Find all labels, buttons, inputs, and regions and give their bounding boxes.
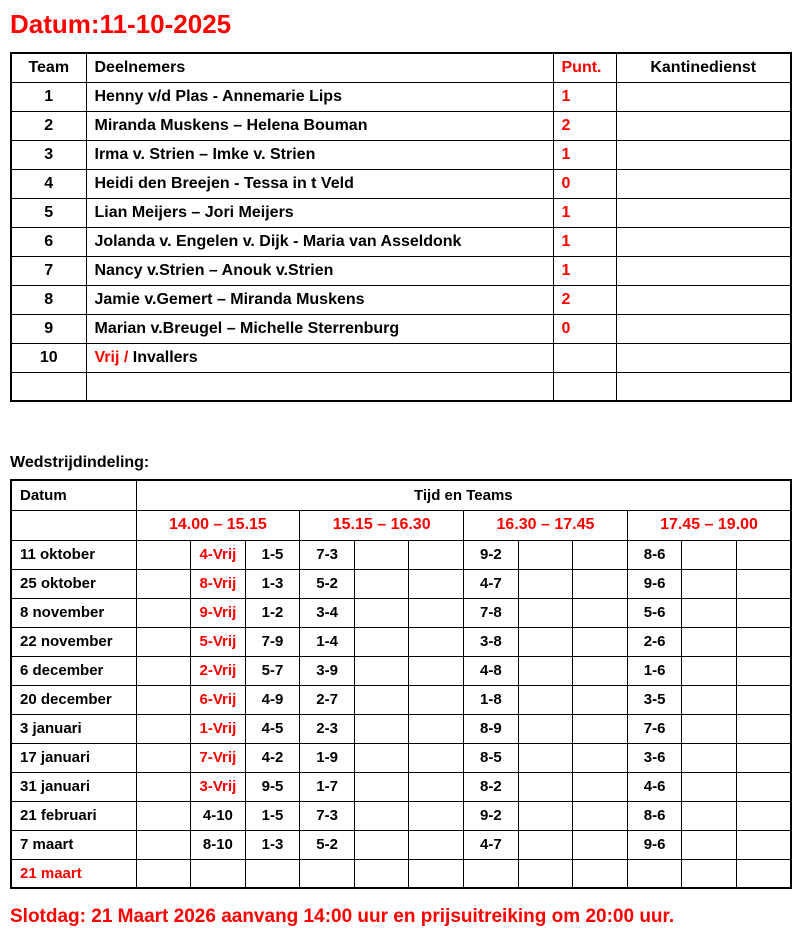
schedule-row	[11, 569, 791, 598]
match-cell	[737, 801, 792, 830]
match-cell: 8-9	[464, 714, 519, 743]
match-cell: 5-6	[627, 598, 682, 627]
match-cell	[409, 656, 464, 685]
match-cell	[737, 859, 792, 888]
team-punt: 2	[553, 111, 616, 140]
schedule-row	[11, 801, 791, 830]
team-row	[11, 256, 791, 285]
match-cell	[518, 598, 573, 627]
team-number	[11, 372, 86, 401]
team-number: 1	[11, 82, 86, 111]
match-cell	[682, 772, 737, 801]
match-cell: 3-9	[300, 656, 355, 685]
match-cell	[300, 859, 355, 888]
match-cell: 2-6	[627, 627, 682, 656]
match-cell	[682, 627, 737, 656]
schedule-row	[11, 627, 791, 656]
match-cell	[136, 801, 191, 830]
team-number: 3	[11, 140, 86, 169]
team-deelnemers: Jamie v.Gemert – Miranda Muskens	[86, 285, 553, 314]
schedule-date: 22 november	[11, 627, 136, 656]
match-cell	[737, 627, 792, 656]
vrij-cell: 4-Vrij	[191, 540, 246, 569]
team-deelnemers: Nancy v.Strien – Anouk v.Strien	[86, 256, 553, 285]
team-kantinedienst	[616, 372, 791, 401]
match-cell	[354, 830, 409, 859]
team-kantinedienst	[616, 140, 791, 169]
schedule-table-body	[11, 540, 791, 888]
match-cell	[518, 714, 573, 743]
match-cell	[682, 801, 737, 830]
match-cell	[136, 685, 191, 714]
schedule-date: 20 december	[11, 685, 136, 714]
match-cell: 4-2	[245, 743, 300, 772]
match-cell	[136, 598, 191, 627]
team-punt: 1	[553, 256, 616, 285]
match-cell	[354, 627, 409, 656]
match-cell: 2-7	[300, 685, 355, 714]
column-header-punt: Punt.	[553, 53, 616, 82]
match-cell	[682, 714, 737, 743]
match-cell	[573, 714, 628, 743]
team-row	[11, 372, 791, 401]
match-cell	[409, 540, 464, 569]
match-cell	[136, 772, 191, 801]
team-row	[11, 169, 791, 198]
match-cell: 1-3	[245, 569, 300, 598]
teams-table-body	[11, 82, 791, 401]
match-cell: 8-6	[627, 801, 682, 830]
match-cell	[518, 743, 573, 772]
vrij-cell: 2-Vrij	[191, 656, 246, 685]
match-cell	[354, 656, 409, 685]
match-cell	[682, 540, 737, 569]
match-cell: 7-3	[300, 801, 355, 830]
match-cell	[518, 830, 573, 859]
match-cell	[354, 598, 409, 627]
match-cell	[518, 801, 573, 830]
match-cell: 8-5	[464, 743, 519, 772]
match-cell	[354, 859, 409, 888]
team-punt: 2	[553, 285, 616, 314]
match-cell: 3-5	[627, 685, 682, 714]
team-deelnemers	[86, 372, 553, 401]
vrij-cell: 1-Vrij	[191, 714, 246, 743]
match-cell	[354, 772, 409, 801]
vrij-cell: 3-Vrij	[191, 772, 246, 801]
team-number: 5	[11, 198, 86, 227]
schedule-date: 11 oktober	[11, 540, 136, 569]
match-cell	[737, 772, 792, 801]
match-cell	[737, 830, 792, 859]
schedule-header-tijd-en-teams: Tijd en Teams	[136, 480, 791, 510]
team-row	[11, 314, 791, 343]
match-cell	[136, 540, 191, 569]
match-cell	[518, 859, 573, 888]
vrij-cell: 8-Vrij	[191, 569, 246, 598]
team-row	[11, 227, 791, 256]
match-cell	[409, 714, 464, 743]
match-cell	[354, 569, 409, 598]
team-kantinedienst	[616, 256, 791, 285]
match-cell: 4-8	[464, 656, 519, 685]
schedule-row	[11, 598, 791, 627]
match-cell: 9-2	[464, 540, 519, 569]
schedule-row	[11, 772, 791, 801]
match-cell	[409, 772, 464, 801]
team-row	[11, 198, 791, 227]
schedule-row	[11, 859, 791, 888]
match-cell	[682, 656, 737, 685]
match-cell	[409, 685, 464, 714]
match-cell: 4-5	[245, 714, 300, 743]
section-label-wedstrijdindeling: Wedstrijdindeling:	[10, 454, 150, 471]
match-cell	[573, 540, 628, 569]
match-cell	[136, 627, 191, 656]
team-deelnemers: Lian Meijers – Jori Meijers	[86, 198, 553, 227]
match-cell	[682, 569, 737, 598]
match-cell	[573, 627, 628, 656]
match-cell	[136, 743, 191, 772]
match-cell	[518, 685, 573, 714]
schedule-date: 8 november	[11, 598, 136, 627]
match-cell: 8-6	[627, 540, 682, 569]
match-cell	[682, 685, 737, 714]
schedule-date: 25 oktober	[11, 569, 136, 598]
match-cell	[573, 569, 628, 598]
match-cell: 1-3	[245, 830, 300, 859]
schedule-row	[11, 685, 791, 714]
match-cell	[737, 685, 792, 714]
match-cell: 5-2	[300, 569, 355, 598]
match-cell	[682, 830, 737, 859]
match-cell: 1-5	[245, 540, 300, 569]
team-deelnemers: Miranda Muskens – Helena Bouman	[86, 111, 553, 140]
match-cell	[573, 685, 628, 714]
vrij-label: Vrij /	[94, 348, 133, 366]
schedule-row	[11, 540, 791, 569]
vrij-cell: 6-Vrij	[191, 685, 246, 714]
vrij-cell: 7-Vrij	[191, 743, 246, 772]
match-cell	[409, 801, 464, 830]
match-cell: 1-5	[245, 801, 300, 830]
match-cell	[409, 743, 464, 772]
team-row	[11, 82, 791, 111]
match-cell: 9-6	[627, 569, 682, 598]
schedule-row	[11, 714, 791, 743]
column-header-deelnemers: Deelnemers	[86, 53, 553, 82]
match-cell	[682, 598, 737, 627]
schedule-row	[11, 743, 791, 772]
match-cell: 1-6	[627, 656, 682, 685]
match-cell	[409, 627, 464, 656]
match-cell: 4-10	[191, 801, 246, 830]
match-cell: 8-10	[191, 830, 246, 859]
time-slot-4: 17.45 – 19.00	[627, 510, 791, 540]
schedule-row	[11, 830, 791, 859]
match-cell	[573, 656, 628, 685]
team-punt: 1	[553, 227, 616, 256]
column-header-team: Team	[11, 53, 86, 82]
team-deelnemers: Heidi den Breejen - Tessa in t Veld	[86, 169, 553, 198]
team-kantinedienst	[616, 285, 791, 314]
vrij-cell: 5-Vrij	[191, 627, 246, 656]
vrij-cell: 9-Vrij	[191, 598, 246, 627]
match-cell: 9-2	[464, 801, 519, 830]
match-cell	[573, 830, 628, 859]
schedule-date: 3 januari	[11, 714, 136, 743]
team-kantinedienst	[616, 82, 791, 111]
schedule-header-row	[11, 480, 791, 510]
schedule-date: 21 maart	[11, 859, 136, 888]
match-cell	[354, 801, 409, 830]
match-cell: 3-8	[464, 627, 519, 656]
match-cell	[518, 627, 573, 656]
match-cell: 7-9	[245, 627, 300, 656]
team-kantinedienst	[616, 227, 791, 256]
team-number: 10	[11, 343, 86, 372]
match-cell	[573, 743, 628, 772]
match-cell	[409, 598, 464, 627]
match-cell	[737, 714, 792, 743]
team-punt	[553, 343, 616, 372]
match-cell: 1-2	[245, 598, 300, 627]
team-row	[11, 140, 791, 169]
match-cell	[409, 830, 464, 859]
match-cell: 7-6	[627, 714, 682, 743]
match-cell	[354, 540, 409, 569]
time-slot-row	[11, 510, 791, 540]
match-cell	[191, 859, 246, 888]
match-cell	[737, 598, 792, 627]
team-kantinedienst	[616, 198, 791, 227]
team-deelnemers: Irma v. Strien – Imke v. Strien	[86, 140, 553, 169]
match-cell	[518, 772, 573, 801]
team-row	[11, 111, 791, 140]
match-cell: 4-7	[464, 830, 519, 859]
match-cell	[573, 772, 628, 801]
match-cell	[136, 714, 191, 743]
match-cell: 3-6	[627, 743, 682, 772]
match-cell: 7-3	[300, 540, 355, 569]
team-kantinedienst	[616, 314, 791, 343]
time-slot-spacer-cell	[11, 510, 136, 540]
team-number: 7	[11, 256, 86, 285]
match-cell: 4-9	[245, 685, 300, 714]
team-punt: 0	[553, 169, 616, 198]
team-kantinedienst	[616, 169, 791, 198]
schedule-date: 7 maart	[11, 830, 136, 859]
team-deelnemers: Marian v.Breugel – Michelle Sterrenburg	[86, 314, 553, 343]
match-cell: 8-2	[464, 772, 519, 801]
match-cell	[518, 540, 573, 569]
match-cell	[354, 685, 409, 714]
match-cell	[737, 569, 792, 598]
column-header-kantinedienst: Kantinedienst	[616, 53, 791, 82]
match-cell	[136, 569, 191, 598]
match-cell: 4-7	[464, 569, 519, 598]
team-deelnemers: Jolanda v. Engelen v. Dijk - Maria van Asseldonk	[86, 227, 553, 256]
match-cell	[409, 569, 464, 598]
match-cell: 5-2	[300, 830, 355, 859]
team-punt	[553, 372, 616, 401]
team-punt: 1	[553, 82, 616, 111]
match-cell	[518, 569, 573, 598]
schedule-date: 21 februari	[11, 801, 136, 830]
match-cell: 1-7	[300, 772, 355, 801]
team-punt: 1	[553, 140, 616, 169]
team-number: 9	[11, 314, 86, 343]
match-cell	[573, 801, 628, 830]
match-cell	[627, 859, 682, 888]
match-cell	[409, 859, 464, 888]
invallers-label: Invallers	[132, 348, 198, 366]
page-title: Datum:11-10-2025	[10, 9, 232, 39]
team-deelnemers: Henny v/d Plas - Annemarie Lips	[86, 82, 553, 111]
match-cell: 9-5	[245, 772, 300, 801]
match-cell	[464, 859, 519, 888]
time-slot-2: 15.15 – 16.30	[300, 510, 464, 540]
closing-note: Slotdag: 21 Maart 2026 aanvang 14:00 uur en prijsuitreiking om 20:00 uur.	[10, 906, 675, 927]
schedule-header-datum: Datum	[11, 480, 136, 510]
schedule-row	[11, 656, 791, 685]
match-cell	[136, 830, 191, 859]
schedule-table	[10, 479, 792, 889]
team-row	[11, 285, 791, 314]
match-cell: 4-6	[627, 772, 682, 801]
schedule-date: 17 januari	[11, 743, 136, 772]
team-row	[11, 343, 791, 372]
match-cell: 1-8	[464, 685, 519, 714]
match-cell	[573, 859, 628, 888]
match-cell	[737, 540, 792, 569]
match-cell	[682, 859, 737, 888]
match-cell: 9-6	[627, 830, 682, 859]
match-cell	[737, 743, 792, 772]
match-cell	[573, 598, 628, 627]
match-cell: 5-7	[245, 656, 300, 685]
team-number: 8	[11, 285, 86, 314]
match-cell: 3-4	[300, 598, 355, 627]
match-cell	[136, 859, 191, 888]
team-number: 4	[11, 169, 86, 198]
schedule-date: 31 januari	[11, 772, 136, 801]
match-cell	[518, 656, 573, 685]
teams-table	[10, 52, 792, 402]
time-slot-1: 14.00 – 15.15	[136, 510, 300, 540]
time-slot-3: 16.30 – 17.45	[464, 510, 628, 540]
match-cell: 1-4	[300, 627, 355, 656]
team-deelnemers	[86, 343, 553, 372]
match-cell: 2-3	[300, 714, 355, 743]
match-cell	[136, 656, 191, 685]
team-number: 6	[11, 227, 86, 256]
match-cell	[245, 859, 300, 888]
team-kantinedienst	[616, 111, 791, 140]
match-cell: 1-9	[300, 743, 355, 772]
team-punt: 1	[553, 198, 616, 227]
team-punt: 0	[553, 314, 616, 343]
teams-header-row	[11, 53, 791, 82]
team-number: 2	[11, 111, 86, 140]
match-cell	[682, 743, 737, 772]
match-cell: 7-8	[464, 598, 519, 627]
match-cell	[354, 714, 409, 743]
team-kantinedienst	[616, 343, 791, 372]
schedule-date: 6 december	[11, 656, 136, 685]
match-cell	[354, 743, 409, 772]
match-cell	[737, 656, 792, 685]
